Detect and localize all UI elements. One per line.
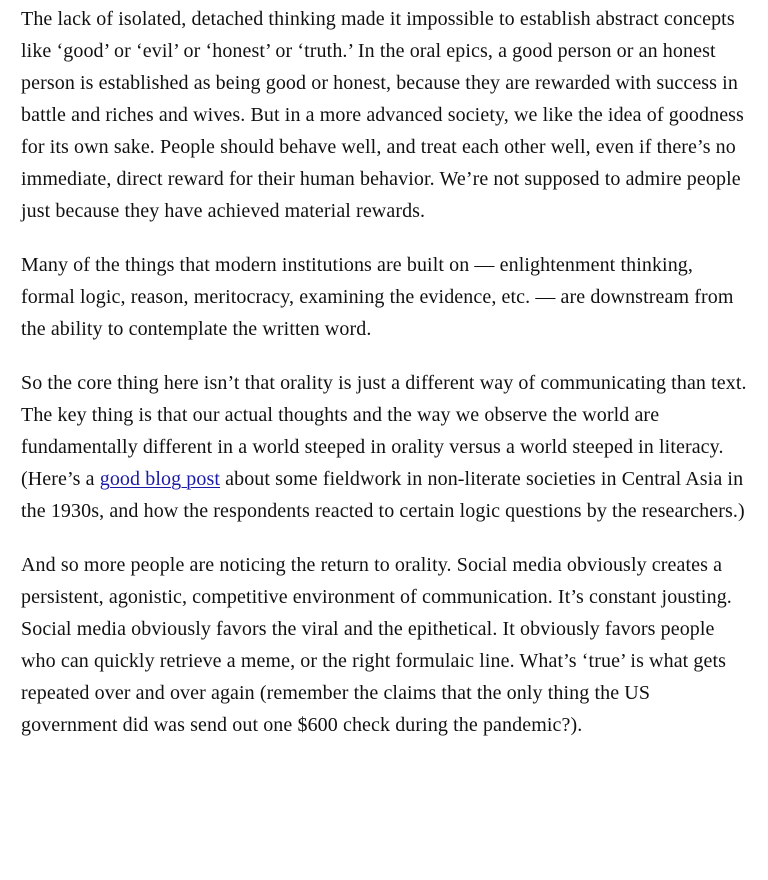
paragraph-text-after-link: about some fieldwork in non-literate societies in Central Asia in the 1930s, and how the respondents reacted to certain logic questions by the researchers.) — [21, 468, 745, 522]
article-body — [21, 3, 751, 763]
paragraph-orality-vs-literacy — [21, 367, 751, 527]
good-blog-post-link[interactable]: good blog post — [99, 468, 221, 490]
paragraph-abstract-concepts: The lack of isolated, detached thinking made it impossible to establish abstract concepts like ‘good’ or ‘evil’ or ‘honest’ or ‘truth.’ In the oral epics, a good person or an honest person is established as being good or honest, because they are rewarded with success in battle and riches and wives. But in a more advanced society, we like the idea of goodness for its own sake. People should behave well, and treat each other well, even if there’s no immediate, direct reward for their human behavior. We’re not supposed to admire people just because they have achieved material rewards. — [21, 8, 744, 222]
paragraph-modern-institutions: Many of the things that modern institutions are built on — enlightenment thinking, formal logic, reason, meritocracy, examining the evidence, etc. — are downstream from the ability to contemplate the written word. — [21, 254, 734, 340]
paragraph-text-before-link: So the core thing here isn’t that orality is just a different way of communicating than text. The key thing is that our actual thoughts and the way we observe the world are fundamentally different in a world steeped in orality versus a world steeped in literacy. (Here’s a — [21, 372, 747, 490]
paragraph-return-to-orality: And so more people are noticing the return to orality. Social media obviously creates a persistent, agonistic, competitive environment of communication. It’s constant jousting. Social media obviously favors the viral and the epithetical. It obviously favors people who can quickly retrieve a meme, or the right formulaic line. What’s ‘true’ is what gets repeated over and over again (remember the claims that the only thing the US government did was send out one $600 check during the pandemic?). — [21, 554, 732, 736]
